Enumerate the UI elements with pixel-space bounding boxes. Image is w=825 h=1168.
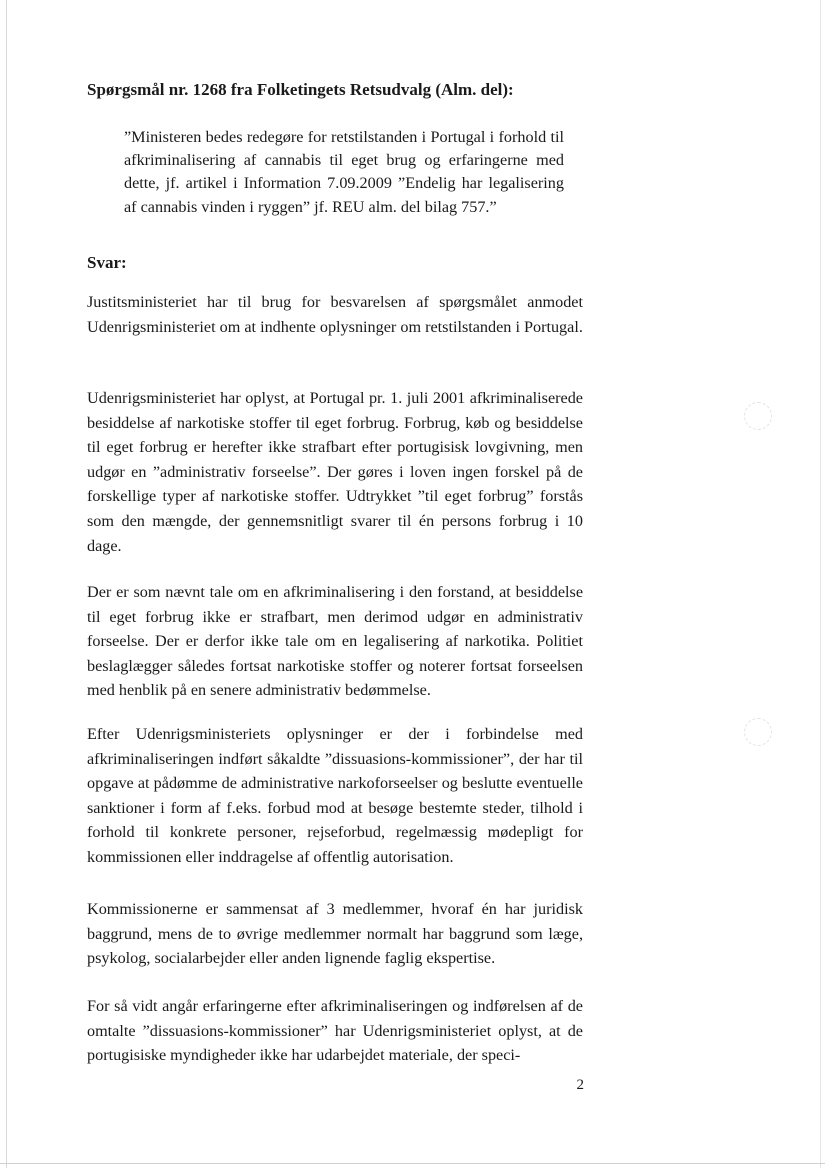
question-quote: ”Ministeren bedes redegøre for retstilstanden i Portugal i forhold til afkriminalisering af cannabis til eget brug og erfaringerne med dette, jf. artikel i Information 7.09.2009 ”Endelig har legalisering af cannabis vinden i ryggen” jf. REU alm. del bilag 757.”: [124, 128, 564, 216]
scan-edge-bottom: [0, 1163, 825, 1164]
page-number: 2: [576, 1077, 584, 1093]
scan-edge-right: [820, 0, 821, 1168]
punch-hole-mark: [744, 402, 772, 430]
punch-hole-mark: [744, 718, 772, 746]
answer-paragraph-1: Justitsministeriet har til brug for besvarelsen af spørgsmålet anmodet Udenrigsministeriet om at indhente oplysninger om retstilstanden i Portugal.: [87, 293, 583, 336]
scan-edge-left: [6, 0, 7, 1168]
question-heading: Spørgsmål nr. 1268 fra Folketingets Retsudvalg (Alm. del):: [87, 80, 514, 99]
answer-paragraph-5: Kommissionerne er sammensat af 3 medlemmer, hvoraf én har juridisk baggrund, mens de to øvrige medlemmer normalt har baggrund som læge, psykolog, socialarbejder eller anden lignende faglig ekspertise.: [87, 900, 583, 968]
answer-paragraph-3: Der er som nævnt tale om en afkriminalisering i den forstand, at besiddelse til eget forbrug ikke er strafbart, men derimod udgør en administrativ forseelse. Der er derfor ikke tale om en legalisering af narkotika. Politiet beslaglægger således fortsat narkotiske stoffer og noterer fortsat forseelsen med henblik på en senere administrativ bedømmelse.: [87, 583, 583, 700]
answer-paragraph-6: For så vidt angår erfaringerne efter afkriminaliseringen og indførelsen af de omtalte ”dissuasions-kommissioner” har Udenrigsministeriet oplyst, at de portugisiske myndigheder ikke har udarbejdet materiale, der speci-: [87, 997, 583, 1065]
answer-heading: Svar:: [87, 253, 127, 272]
answer-paragraph-2: Udenrigsministeriet har oplyst, at Portugal pr. 1. juli 2001 afkriminaliserede besiddelse af narkotiske stoffer til eget forbrug. Forbrug, køb og besiddelse til eget forbrug er herefter ikke strafbart efter portugisisk lovgivning, men udgør en ”administrativ forseelse”. Der gøres i loven ingen forskel på de forskellige typer af narkotiske stoffer. Udtrykket ”til eget forbrug” forstås som den mængde, der gennemsnitligt svarer til én persons forbrug i 10 dage.: [87, 389, 583, 555]
answer-paragraph-4: Efter Udenrigsministeriets oplysninger er der i forbindelse med afkriminaliseringen indført såkaldte ”dissuasions-kommissioner”, der har til opgave at pådømme de administrative narkoforseelser og beslutte eventuelle sanktioner i form af f.eks. forbud mod at besøge bestemte steder, tilhold i forhold til konkrete personer, rejseforbud, regelmæssig mødepligt for kommissionen eller inddragelse af offentlig autorisation.: [87, 725, 583, 866]
